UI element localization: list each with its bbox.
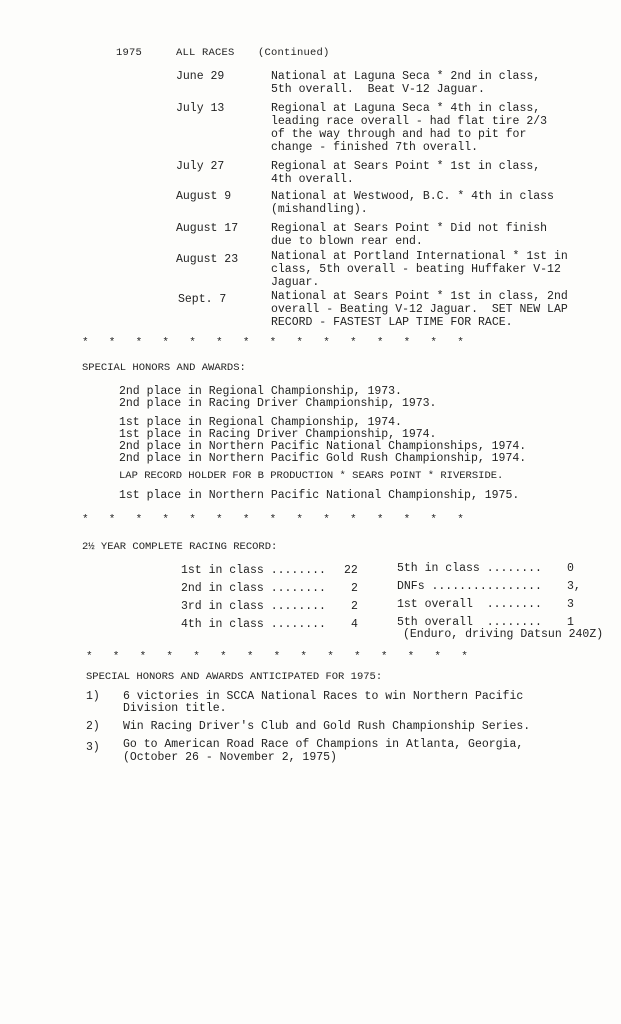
- race-line: National at Westwood, B.C. * 4th in class: [271, 190, 554, 203]
- race-line: Regional at Laguna Seca * 4th in class,: [271, 102, 541, 115]
- race-date: July 13: [176, 102, 225, 115]
- record-right-value: 3,: [567, 580, 581, 593]
- race-line: 4th overall.: [271, 173, 354, 186]
- race-line: overall - Beating V-12 Jaguar. SET NEW LAP: [271, 303, 568, 316]
- record-left-label: 4th in class ........: [181, 618, 326, 631]
- record-left-value: 22: [344, 564, 358, 577]
- race-line: of the way through and had to pit for: [271, 128, 527, 141]
- race-line: (mishandling).: [271, 203, 368, 216]
- honor-item: 1st place in Northern Pacific National Championship, 1975.: [119, 489, 520, 502]
- record-right-value: 0: [567, 562, 574, 575]
- record-left-label: 3rd in class ........: [181, 600, 326, 613]
- anticipated-line: Go to American Road Race of Champions in Atlanta, Georgia,: [123, 738, 524, 751]
- header-section: ALL RACES: [176, 47, 235, 59]
- honor-item: 2nd place in Northern Pacific National Championships, 1974.: [119, 440, 527, 453]
- race-line: due to blown rear end.: [271, 235, 423, 248]
- record-left-label: 1st in class ........: [181, 564, 326, 577]
- race-line: RECORD - FASTEST LAP TIME FOR RACE.: [271, 316, 513, 329]
- record-right-label: 1st overall ........: [397, 598, 542, 611]
- record-footnote: (Enduro, driving Datsun 240Z): [403, 628, 604, 641]
- race-line: National at Laguna Seca * 2nd in class,: [271, 70, 541, 83]
- record-left-value: 2: [351, 582, 358, 595]
- honor-item: LAP RECORD HOLDER FOR B PRODUCTION * SEARS POINT * RIVERSIDE.: [119, 470, 504, 482]
- record-right-label: 5th overall ........: [397, 616, 542, 629]
- record-heading: 2½ YEAR COMPLETE RACING RECORD:: [82, 541, 278, 553]
- race-line: Jaguar.: [271, 276, 320, 289]
- record-left-value: 2: [351, 600, 358, 613]
- honor-item: 2nd place in Regional Championship, 1973.: [119, 385, 402, 398]
- race-line: National at Sears Point * 1st in class, 2nd: [271, 290, 568, 303]
- star-separator: * * * * * * * * * * * * * * *: [82, 337, 471, 349]
- anticipated-num: 1): [86, 690, 100, 703]
- header-year: 1975: [116, 47, 143, 59]
- race-date: August 17: [176, 222, 239, 235]
- race-line: 5th overall. Beat V-12 Jaguar.: [271, 83, 485, 96]
- race-line: Regional at Sears Point * 1st in class,: [271, 160, 541, 173]
- race-date: August 23: [176, 253, 239, 266]
- header-note: (Continued): [258, 47, 330, 59]
- race-date: Sept. 7: [178, 293, 227, 306]
- anticipated-num: 3): [86, 741, 100, 754]
- record-right-label: 5th in class ........: [397, 562, 542, 575]
- record-right-label: DNFs ................: [397, 580, 542, 593]
- star-separator: * * * * * * * * * * * * * * *: [82, 514, 471, 526]
- race-line: change - finished 7th overall.: [271, 141, 479, 154]
- race-line: National at Portland International * 1st in: [271, 250, 568, 263]
- anticipated-line: Win Racing Driver's Club and Gold Rush Championship Series.: [123, 720, 531, 733]
- race-date: June 29: [176, 70, 225, 83]
- honor-item: 2nd place in Racing Driver Championship, 1973.: [119, 397, 437, 410]
- anticipated-line: Division title.: [123, 702, 227, 715]
- record-right-value: 3: [567, 598, 574, 611]
- race-date: August 9: [176, 190, 232, 203]
- honor-item: 1st place in Regional Championship, 1974.: [119, 416, 402, 429]
- race-line: leading race overall - had flat tire 2/3: [271, 115, 548, 128]
- anticipated-line: (October 26 - November 2, 1975): [123, 751, 337, 764]
- anticipated-line: 6 victories in SCCA National Races to win Northern Pacific: [123, 690, 524, 703]
- star-separator: * * * * * * * * * * * * * * *: [86, 651, 475, 663]
- race-line: class, 5th overall - beating Huffaker V-12: [271, 263, 561, 276]
- anticipated-num: 2): [86, 720, 100, 733]
- race-line: Regional at Sears Point * Did not finish: [271, 222, 548, 235]
- record-right-value: 1: [567, 616, 574, 629]
- honors-heading: SPECIAL HONORS AND AWARDS:: [82, 362, 246, 374]
- record-left-label: 2nd in class ........: [181, 582, 326, 595]
- anticipated-heading: SPECIAL HONORS AND AWARDS ANTICIPATED FOR 1975:: [86, 671, 383, 683]
- honor-item: 2nd place in Northern Pacific Gold Rush Championship, 1974.: [119, 452, 527, 465]
- race-date: July 27: [176, 160, 225, 173]
- record-left-value: 4: [351, 618, 358, 631]
- honor-item: 1st place in Racing Driver Championship, 1974.: [119, 428, 437, 441]
